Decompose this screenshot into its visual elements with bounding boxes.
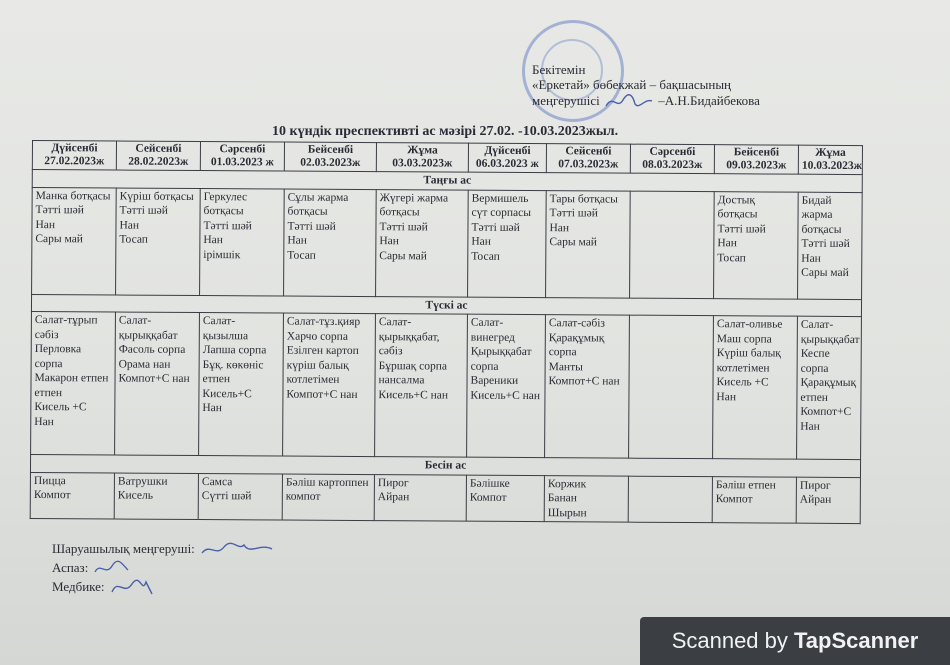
manager-line	[52, 540, 276, 559]
snack-cell: Бәліш етпен Компот	[712, 476, 796, 523]
breakfast-cell: Тары ботқасы Тәтті шәй Нан Сары май	[546, 190, 631, 298]
lunch-row	[31, 311, 862, 459]
lunch-cell: Салат-қырыққабат Фасоль сорпа Орама нан Компот+С нан	[115, 312, 200, 456]
breakfast-cell: Вермишель сүт сорпасы Тәтті шәй Нан Тосап	[468, 190, 547, 297]
breakfast-row	[32, 187, 863, 299]
nurse-line	[52, 578, 276, 598]
page-title: 10 күндік преспективті ас мәзірі 27.02. -10.03.2023жыл.	[272, 124, 619, 139]
director-signature	[603, 92, 655, 112]
snack-cell: Пицца Компот	[30, 472, 114, 519]
day-name: Жұма	[407, 144, 438, 157]
day-name: Бейсенбі	[307, 143, 354, 156]
day-header	[798, 145, 862, 174]
day-date: 10.03.2023ж	[801, 159, 862, 173]
breakfast-cell: Достық ботқасы Тәтті шәй Нан Тосап	[714, 191, 799, 299]
day-header	[630, 144, 714, 174]
approval-block	[532, 62, 760, 112]
day-name: Дүйсенбі	[51, 142, 98, 155]
day-header	[546, 144, 630, 174]
day-date: 07.03.2023ж	[558, 158, 619, 171]
breakfast-cell: Жүгері жарма ботқасы Тәтті шәй Нан Сары май	[376, 189, 469, 297]
lunch-cell: Салат-қызылша Лапша сорпа Бұқ. көкөніс етпен Кисель+С Нан	[199, 313, 284, 457]
breakfast-cell: Манка ботқасы Тәтті шәй Нан Сары май	[32, 187, 117, 295]
snack-row	[30, 472, 860, 524]
approval-role: меңгерушісі	[532, 92, 600, 108]
lunch-cell: Салат-тұрып сәбіз Перловка сорпа Макарон етпен етпен Кисель +С Нан	[31, 311, 116, 455]
snack-cell: Бәлішке Компот	[466, 475, 544, 522]
lunch-cell: Салат-тұз.қияр Харчо сорпа Езілген картоп күріш балық котлетімен Компот+С нан	[283, 313, 376, 457]
manager-signature	[198, 541, 276, 559]
approval-line-1: Бекітемін	[532, 62, 586, 77]
day-name: Сәрсенбі	[649, 145, 696, 159]
snack-cell: Пирог Айран	[374, 474, 466, 521]
day-name: Сейсенбі	[135, 142, 182, 155]
breakfast-cell: Геркулес ботқасы Тәтті шәй Нан ірімшік	[200, 188, 285, 296]
lunch-cell: Салат-сәбіз Қарақұмық сорпа Манты Компот+С нан	[545, 315, 630, 459]
scanner-watermark	[640, 617, 950, 665]
snack-cell: Коржик Банан Шырын	[544, 475, 628, 522]
day-date: 09.03.2023ж	[726, 159, 787, 172]
cook-line	[52, 559, 276, 578]
day-header	[32, 141, 116, 171]
snack-cell	[628, 476, 712, 523]
nurse-signature	[108, 578, 158, 598]
day-date: 01.03.2023 ж	[210, 156, 274, 169]
day-header	[116, 141, 200, 171]
section-lunch-label: Түскі ас	[31, 294, 861, 317]
section-snack-label: Бесін ас	[30, 454, 860, 477]
breakfast-cell: Күріш ботқасы Тәтті шәй Нан Тосап	[116, 188, 201, 296]
day-header	[200, 142, 284, 172]
day-name: Дүйсенбі	[484, 144, 531, 158]
scanner-brand: TapScanner	[794, 628, 919, 653]
day-date: 08.03.2023ж	[642, 158, 703, 172]
day-date: 27.02.2023ж	[44, 155, 105, 168]
section-breakfast-label: Таңғы ас	[32, 170, 862, 193]
lunch-cell: Салат-қырыққабат Кеспе сорпа Қарақұмық етпен Компот+С Нан	[797, 316, 862, 459]
snack-cell: Пирог Айран	[796, 477, 860, 524]
signatures-block	[52, 540, 276, 598]
day-date: 28.02.2023ж	[128, 155, 189, 168]
approval-line-3	[532, 92, 760, 112]
lunch-cell	[629, 315, 714, 459]
manager-label: Шаруашылық меңгеруші:	[52, 541, 195, 556]
day-name: Жұма	[815, 146, 846, 159]
day-date: 06.03.2023 ж	[475, 157, 539, 171]
scanner-prefix: Scanned by	[671, 628, 794, 653]
lunch-cell: Салат-винегред Қырыққабат сорпа Вареники Кисель+С нан	[467, 314, 546, 457]
day-header	[468, 143, 546, 172]
lunch-cell: Салат-қырыққабат, сәбіз Бұршақ сорпа нансалма Кисель+С нан	[375, 314, 468, 458]
breakfast-cell: Бидай жарма ботқасы Тәтті шәй Нан Сары май	[798, 192, 863, 299]
day-date: 02.03.2023ж	[300, 156, 361, 170]
nurse-label: Медбике:	[52, 579, 105, 595]
day-header	[376, 143, 468, 173]
day-name: Бейсенбі	[733, 146, 780, 159]
breakfast-cell	[630, 191, 715, 299]
snack-cell: Бәліш картоппен компот	[282, 474, 374, 521]
day-name: Сәрсенбі	[219, 143, 266, 156]
cook-label: Аспаз:	[52, 560, 89, 576]
day-name: Сейсенбі	[565, 145, 612, 158]
day-header	[714, 145, 798, 175]
approval-line-2: «Еркетай» бөбекжай – бақшасының	[532, 77, 732, 92]
breakfast-cell: Сұлы жарма ботқасы Тәтті шәй Нан Тосап	[284, 189, 377, 297]
snack-cell: Самса Сүтті шәй	[198, 473, 282, 520]
approval-name: –А.Н.Бидайбекова	[658, 92, 760, 108]
cook-signature	[92, 560, 132, 578]
snack-cell: Ватрушки Кисель	[114, 473, 198, 520]
approval-name-text: А.Н.Бидайбекова	[664, 92, 760, 108]
lunch-cell: Салат-оливье Маш сорпа Күріш балық котлетімен Кисель +С Нан	[713, 316, 798, 460]
menu-table	[30, 140, 863, 524]
day-header	[284, 142, 376, 172]
day-date: 03.03.2023ж	[392, 157, 453, 170]
